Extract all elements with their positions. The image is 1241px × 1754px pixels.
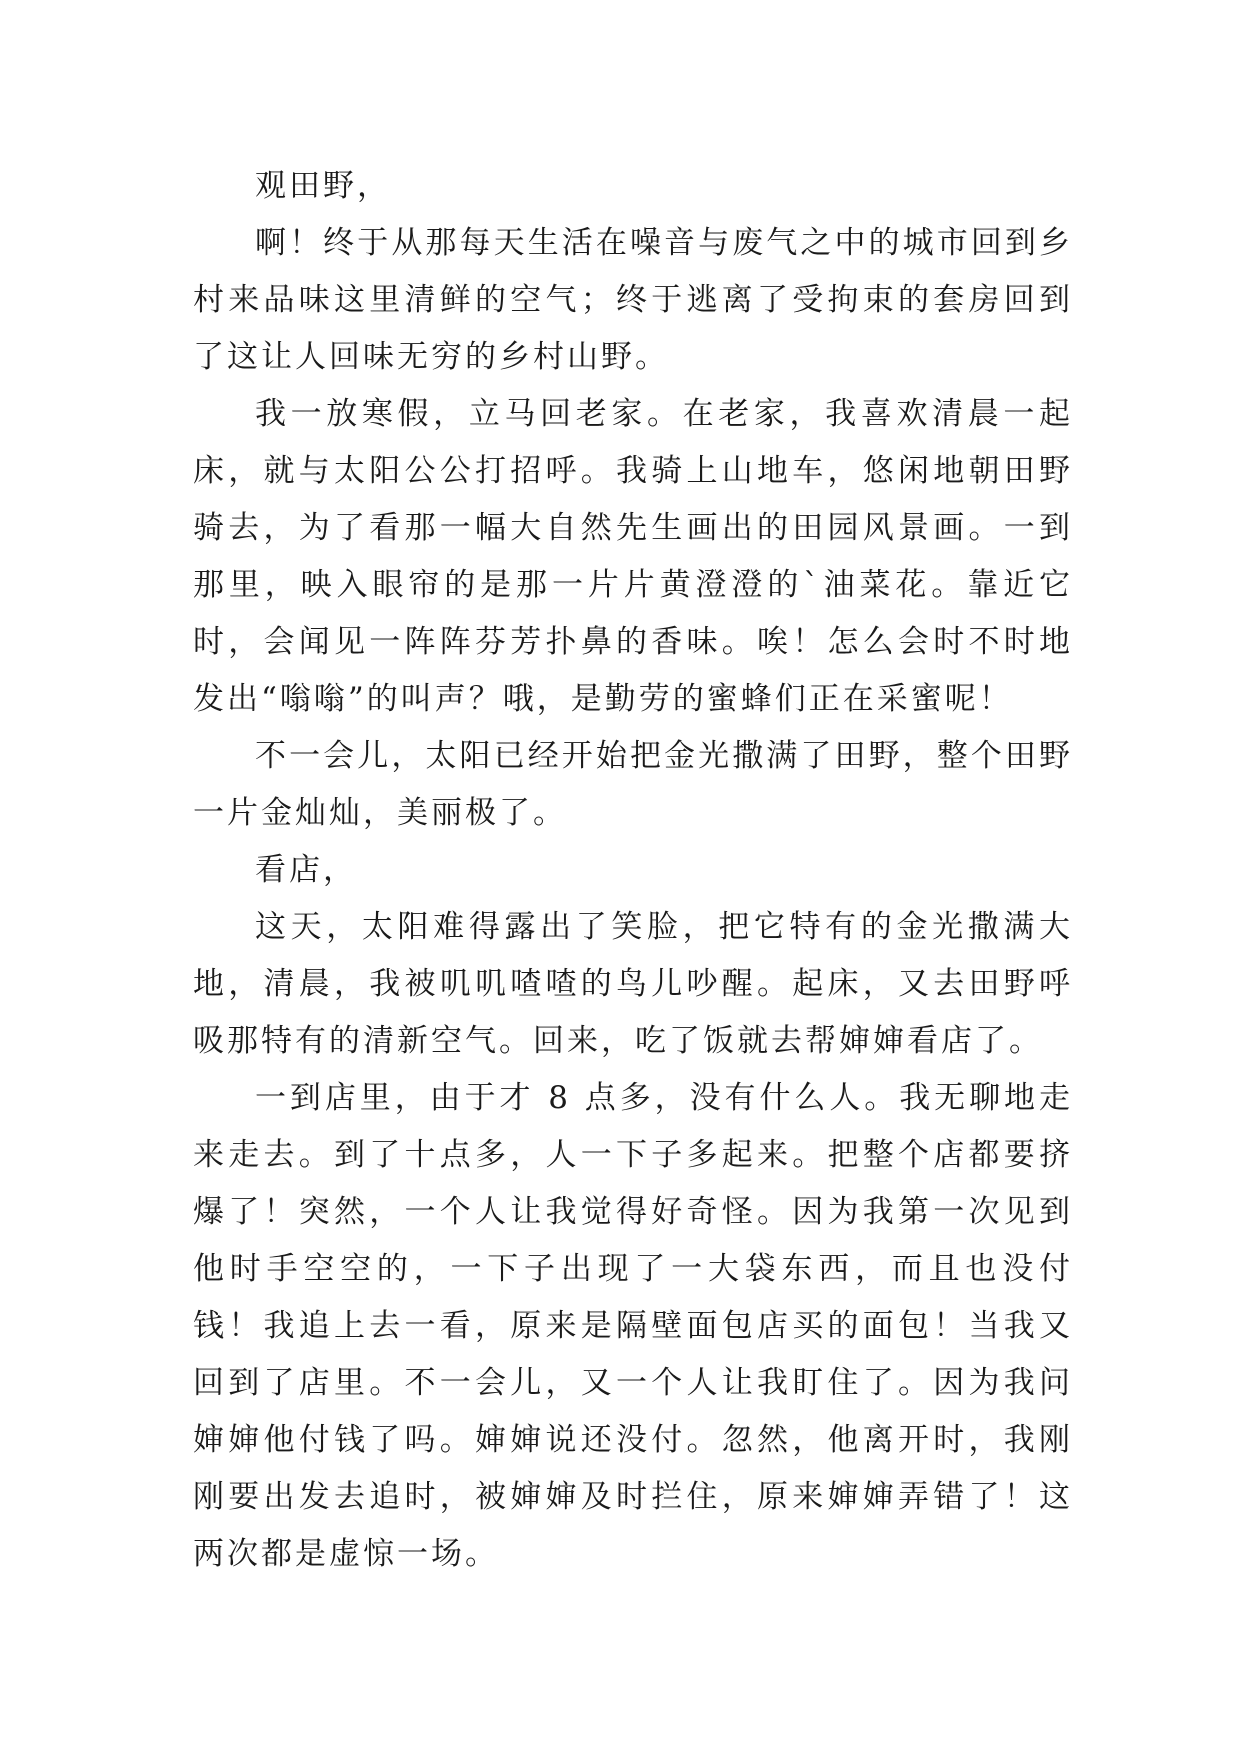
paragraph: 啊！终于从那每天生活在噪音与废气之中的城市回到乡村来品味这里清鲜的空气；终于逃离了受拘束的套房回到了这让人回味无穷的乡村山野。	[193, 225, 1073, 375]
paragraph: 一到店里，由于才 8 点多，没有什么人。我无聊地走来走去。到了十点多，人一下子多起来。把整个店都要挤爆了！突然，一个人让我觉得好奇怪。因为我第一次见到他时手空空的，一下子出现了一大袋东西，而且也没付钱！我追上去一看，原来是隔壁面包店买的面包！当我又回到了店里。不一会儿，又一个人让我盯住了。因为我问婶婶他付钱了吗。婶婶说还没付。忽然，他离开时，我刚刚要出发去追时，被婶婶及时拦住，原来婶婶弄错了！这两次都是虚惊一场。	[193, 1080, 1073, 1572]
paragraph: 不一会儿，太阳已经开始把金光撒满了田野，整个田野一片金灿灿，美丽极了。	[193, 738, 1073, 831]
section-heading-fields: 观田野，	[255, 168, 391, 204]
section-heading-shop: 看店，	[255, 852, 357, 888]
paragraph: 这天，太阳难得露出了笑脸，把它特有的金光撒满大地，清晨，我被叽叽喳喳的鸟儿吵醒。起床，又去田野呼吸那特有的清新空气。回来，吃了饭就去帮婶婶看店了。	[193, 909, 1073, 1059]
paragraph: 我一放寒假，立马回老家。在老家，我喜欢清晨一起床，就与太阳公公打招呼。我骑上山地车，悠闲地朝田野骑去，为了看那一幅大自然先生画出的田园风景画。一到那里，映入眼帘的是那一片片黄澄澄的`油菜花。靠近它时，会闻见一阵阵芬芳扑鼻的香味。唉！怎么会时不时地发出“嗡嗡”的叫声？哦，是勤劳的蜜蜂们正在采蜜呢！	[193, 396, 1073, 717]
essay-body	[193, 158, 1073, 1583]
